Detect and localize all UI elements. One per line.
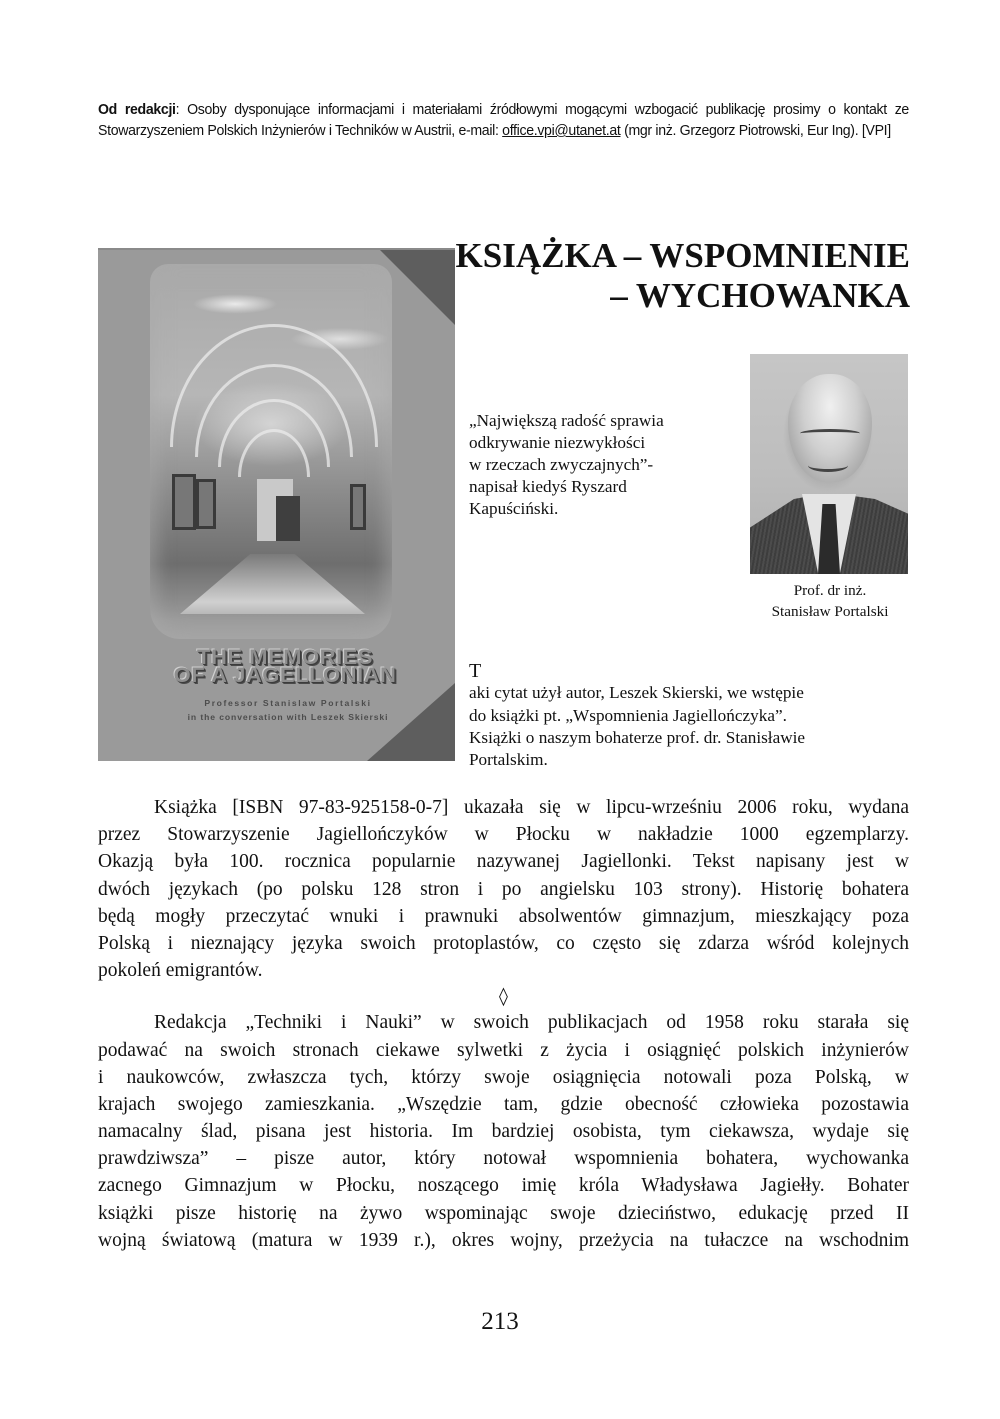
intro-paragraph bbox=[469, 660, 919, 771]
body-line: namacalny ślad, pisana jest historia. Im bardziej osobista, tym ciekawsza, wydaje się bbox=[98, 1121, 909, 1143]
editor-note-text: : Osoby dysponujące informacjami i materiałami źródłowymi mogącymi wzbogacić publikację prosimy o kontakt ze Stowarzyszeniem Polskich Inżynierów i Techników w Austrii, e-mail: bbox=[98, 101, 909, 139]
body-line: zacnego Gimnazjum w Płocku, noszącego imię króla Władysława Jagiełły. Bohater bbox=[98, 1175, 909, 1197]
body-line: Książka [ISBN 97-83-925158-0-7] ukazała się w lipcu-wrześniu 2006 roku, wydana bbox=[154, 797, 909, 818]
cover-subtitle-line-2: in the conversation with Leszek Skierski bbox=[187, 712, 389, 722]
portrait-photo bbox=[750, 354, 908, 574]
editor-note-contact: (mgr inż. Grzegorz Piotrowski, Eur Ing). [VPI] bbox=[620, 122, 891, 139]
body-line: dwóch językach (po polsku 128 stron i po angielsku 103 strony). Historię bohatera bbox=[98, 878, 909, 900]
intro-line: Książki o naszym bohaterze prof. dr. Stanisławie bbox=[469, 727, 806, 747]
quote-line: odkrywanie niezwykłości bbox=[469, 433, 646, 452]
body-line: będą mogły przeczytać wnuki i prawnuki absolwentów gimnazjum, mieszkający poza bbox=[98, 905, 909, 927]
corridor-photo bbox=[150, 264, 392, 639]
wall-picture-frame bbox=[196, 479, 216, 529]
body-line: prawdziwsza” – pisze autor, który notował wspomnienia bohatera, wychowanka bbox=[98, 1148, 909, 1170]
body-line: Polską i nieznający języka swoich protoplastów, co często się zdarza wśród kolejnych bbox=[98, 932, 909, 954]
quote-line: napisał kiedyś Ryszard bbox=[469, 477, 627, 496]
wall-picture-frame bbox=[172, 474, 196, 530]
body-line: przez Stowarzyszenie Jagiellończyków w Płocku w nakładzie 1000 egzemplarzy. bbox=[98, 824, 909, 846]
section-separator-diamond-icon: ◊ bbox=[499, 986, 508, 1008]
intro-line: do książki pt. „Wspomnienia Jagiellończyka”. bbox=[469, 705, 787, 725]
page-number: 213 bbox=[481, 1308, 519, 1335]
email-link[interactable]: office.vpi@utanet.at bbox=[502, 122, 621, 139]
portrait-mouth bbox=[808, 459, 848, 472]
body-line: Redakcja „Techniki i Nauki” w swoich publikacjach od 1958 roku starała się bbox=[154, 1012, 909, 1034]
body-line: książki pisze historię na żywo wspominając swoje dzieciństwo, edukację przed II bbox=[98, 1202, 909, 1224]
body-line: krajach swojego zamieszkania. „Wszędzie tam, gdzie obecność człowieka pozostawia bbox=[98, 1093, 909, 1115]
body-line: i naukowców, zwłaszcza tych, którzy swoje osiągnięcia notowali poza Polską, w bbox=[98, 1066, 909, 1088]
quote-line: „Największą radość sprawia bbox=[469, 411, 664, 430]
intro-line: Portalskim. bbox=[469, 750, 548, 770]
body-line: wojną światową (matura w 1939 r.), okres wojny, przeżycia na tułaczce na wschodnim bbox=[98, 1229, 909, 1251]
quote-line: w rzeczach zwyczajnych”- bbox=[469, 455, 654, 474]
portrait-caption bbox=[740, 580, 920, 622]
corridor-floor bbox=[180, 554, 365, 614]
article-title bbox=[456, 236, 910, 316]
corridor-stairs bbox=[276, 496, 300, 541]
body-line: pokoleń emigrantów. bbox=[98, 960, 263, 982]
cover-title-line-1: THE MEMORIES bbox=[197, 645, 373, 669]
cover-subtitle bbox=[168, 696, 408, 724]
intro-line: aki cytat użył autor, Leszek Skierski, we wstępie bbox=[469, 683, 804, 703]
editor-note-lead: Od redakcji bbox=[98, 101, 176, 118]
kapuscinski-quote bbox=[469, 410, 739, 520]
cover-title-line-2: OF A JAGELLONIAN bbox=[173, 663, 397, 687]
article-body bbox=[98, 794, 909, 1254]
wall-picture-frame bbox=[350, 484, 366, 530]
article-title-line-1: KSIĄŻKA – WSPOMNIENIE bbox=[455, 236, 910, 275]
body-line: podawać na swoich stronach ciekawe sylwetki z życia i osiągnięć polskich inżynierów bbox=[98, 1039, 909, 1061]
editor-note bbox=[98, 99, 909, 141]
book-cover-image bbox=[98, 248, 455, 761]
caption-line-2: Stanisław Portalski bbox=[771, 603, 889, 620]
paragraph-book-details bbox=[98, 794, 909, 984]
portrait-eyes bbox=[800, 429, 860, 438]
paragraph-editorial-history bbox=[98, 1009, 909, 1254]
intro-initial: T bbox=[469, 660, 482, 682]
article-title-line-2: – WYCHOWANKA bbox=[610, 276, 910, 315]
cover-title bbox=[170, 645, 400, 687]
cover-subtitle-line-1: Professor Stanislaw Portalski bbox=[204, 698, 372, 708]
caption-line-1: Prof. dr inż. bbox=[793, 582, 867, 599]
body-line: Okazją była 100. rocznica popularnie nazywanej Jagiellonki. Tekst napisany jest w bbox=[98, 851, 909, 873]
quote-line: Kapuściński. bbox=[469, 499, 559, 518]
